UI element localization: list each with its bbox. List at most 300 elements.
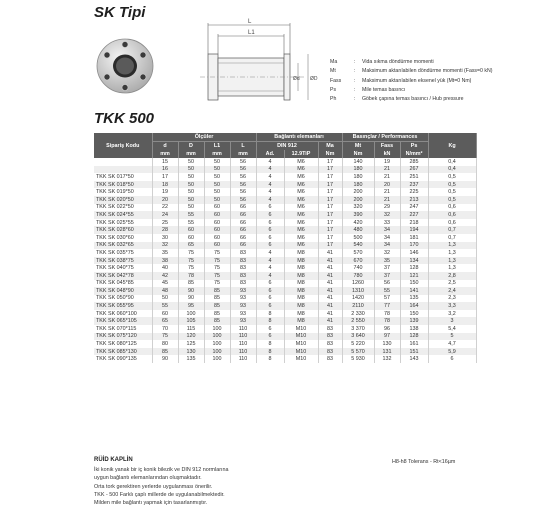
table-cell: 90 [178,287,204,295]
table-cell: M6 [284,234,318,242]
table-cell: 2,5 [428,280,476,288]
table-cell: 213 [400,196,428,204]
table-cell: 100 [204,325,230,333]
table-cell: 35 [152,249,178,257]
order-code-cell: TKK SK 042*78 [94,272,152,280]
table-row [94,302,476,310]
table-cell: 50 [204,181,230,189]
group-fasteners: Bağlantı elemanları [256,133,342,142]
order-code-cell: TKK SK 070*115 [94,325,152,333]
table-cell: 41 [318,272,342,280]
table-cell: 0,6 [428,204,476,212]
table-cell: 17 [318,242,342,250]
table-cell: 6 [256,280,284,288]
table-cell: 4 [256,196,284,204]
table-cell: 141 [400,287,428,295]
table-cell: 17 [318,211,342,219]
table-cell: 65 [178,242,204,250]
table-row [94,234,476,242]
table-cell: 3,2 [428,310,476,318]
table-header-units: mm mm mm mm Ad. 12.9TiP Nm Nm kN N/mm² [94,150,476,158]
order-code-cell: TKK SK 038*75 [94,257,152,265]
table-cell: 41 [318,287,342,295]
table-cell: 6 [256,295,284,303]
table-cell: 0,7 [428,234,476,242]
table-cell: 5 220 [342,340,374,348]
table-cell: 97 [374,333,400,341]
table-header-groups [94,133,476,142]
table-cell: 50 [178,166,204,174]
table-cell: M8 [284,249,318,257]
table-cell: M8 [284,264,318,272]
table-cell: 4 [256,166,284,174]
table-cell: 85 [204,295,230,303]
table-cell: 3 640 [342,333,374,341]
table-cell: 41 [318,264,342,272]
table-cell: 110 [230,340,256,348]
table-row [94,242,476,250]
table-cell: 78 [374,310,400,318]
table-cell: 5 570 [342,348,374,356]
table-cell: M10 [284,340,318,348]
table-cell: M6 [284,242,318,250]
table-cell: M8 [284,302,318,310]
table-cell: 17 [152,173,178,181]
order-code-cell: TKK SK 017*50 [94,173,152,181]
table-cell: 50 [178,188,204,196]
table-cell: 85 [204,310,230,318]
table-cell: 41 [318,310,342,318]
table-cell: 6 [256,204,284,212]
table-cell: 28 [152,226,178,234]
table-cell: 120 [178,333,204,341]
order-code-cell [94,158,152,166]
table-row [94,264,476,272]
table-cell: 180 [342,181,374,189]
table-cell: 50 [204,158,230,166]
table-cell: 55 [178,219,204,227]
table-cell: 6 [428,355,476,363]
table-cell: 78 [178,272,204,280]
legend-row: Fass : Maksimum aktarılabilen eksenel yük (Mt=0 Nm) [330,77,472,84]
table-cell: 41 [318,280,342,288]
group-performance: Basınçlar / Performances [342,133,428,142]
table-cell: 3 370 [342,325,374,333]
table-cell: 25 [152,219,178,227]
table-cell: 34 [374,226,400,234]
table-cell: 17 [318,166,342,174]
table-cell: 540 [342,242,374,250]
table-cell: 100 [204,333,230,341]
order-code-cell: TKK SK 020*50 [94,196,152,204]
table-cell: 110 [230,325,256,333]
order-code-cell: TKK SK 055*95 [94,302,152,310]
order-code-cell: TKK SK 048*90 [94,287,152,295]
table-cell: 1310 [342,287,374,295]
table-cell: 60 [204,211,230,219]
table-cell: 83 [318,355,342,363]
col-kg: Kg [428,133,476,158]
table-cell: 50 [178,173,204,181]
table-cell: 130 [178,348,204,356]
table-cell: 60 [204,234,230,242]
table-cell: 50 [178,204,204,212]
table-cell: 6 [256,211,284,219]
table-cell: 390 [342,211,374,219]
table-cell: 194 [400,226,428,234]
table-cell: 131 [374,348,400,356]
table-cell: 19 [374,158,400,166]
table-cell: 225 [400,188,428,196]
table-cell: 8 [256,310,284,318]
table-cell: 480 [342,226,374,234]
table-cell: 75 [204,264,230,272]
symbol-legend [330,58,492,104]
table-cell: 83 [230,257,256,265]
table-cell: 0,5 [428,188,476,196]
table-cell: 8 [256,317,284,325]
table-cell: 93 [230,317,256,325]
table-cell: 37 [374,272,400,280]
table-cell: 227 [400,211,428,219]
table-header-sub: d D L1 L DIN 912 Ma Mt Fass Ps [94,142,476,151]
order-code-cell: TKK SK 028*60 [94,226,152,234]
table-cell: 34 [374,234,400,242]
table-cell: 50 [204,166,230,174]
table-cell: 66 [230,226,256,234]
table-cell: M8 [284,317,318,325]
table-cell: 3,3 [428,302,476,310]
table-cell: 75 [204,280,230,288]
table-row [94,272,476,280]
table-cell: 17 [318,204,342,212]
table-row [94,181,476,189]
table-cell: 56 [230,173,256,181]
table-cell: 41 [318,302,342,310]
table-cell: 110 [230,348,256,356]
table-cell: 6 [256,333,284,341]
table-cell: 6 [256,234,284,242]
order-code-cell: TKK SK 022*50 [94,204,152,212]
table-cell: M6 [284,181,318,189]
order-code-cell: TKK SK 024*55 [94,211,152,219]
table-cell: 60 [204,219,230,227]
table-cell: 21 [374,173,400,181]
table-cell: M10 [284,348,318,356]
table-cell: 50 [204,188,230,196]
table-cell: 70 [152,325,178,333]
table-cell: 40 [152,264,178,272]
table-cell: M8 [284,287,318,295]
table-cell: 22 [152,204,178,212]
table-cell: 83 [230,264,256,272]
table-cell: 50 [178,196,204,204]
table-cell: 150 [400,280,428,288]
table-body [94,158,476,363]
table-cell: 95 [178,302,204,310]
table-cell: 30 [152,234,178,242]
table-cell: 55 [374,287,400,295]
table-cell: 5,9 [428,348,476,356]
table-cell: M6 [284,158,318,166]
table-cell: 125 [178,340,204,348]
table-cell: 17 [318,234,342,242]
table-cell: 83 [230,249,256,257]
table-cell: 0,5 [428,173,476,181]
table-cell: 1260 [342,280,374,288]
table-cell: 85 [204,287,230,295]
table-cell: 135 [400,295,428,303]
table-cell: 143 [400,355,428,363]
table-cell: 140 [342,158,374,166]
legend-row: Ph : Göbek çapına temas basıncı / Hub pressure [330,96,464,103]
table-row [94,196,476,204]
table-cell: 66 [230,204,256,212]
table-row [94,257,476,265]
table-cell: 8 [256,348,284,356]
table-row [94,158,476,166]
table-cell: 4 [256,272,284,280]
order-code-cell [94,166,152,174]
table-cell: 56 [230,158,256,166]
order-code-cell: TKK SK 032*65 [94,242,152,250]
table-cell: 60 [178,226,204,234]
order-code-cell: TKK SK 025*55 [94,219,152,227]
table-cell: 56 [230,196,256,204]
table-cell: 110 [230,355,256,363]
table-cell: 32 [374,249,400,257]
table-cell: 105 [178,317,204,325]
table-cell: 66 [230,234,256,242]
table-cell: 50 [204,196,230,204]
table-cell: 37 [374,264,400,272]
table-cell: M6 [284,173,318,181]
table-cell: 2110 [342,302,374,310]
table-cell: 16 [152,166,178,174]
table-cell: M6 [284,196,318,204]
table-cell: 90 [178,295,204,303]
table-cell: 56 [230,188,256,196]
table-cell: 150 [400,310,428,318]
table-cell: 85 [204,317,230,325]
table-cell: 110 [230,333,256,341]
table-cell: 21 [374,188,400,196]
table-cell: 5 930 [342,355,374,363]
table-cell: 77 [374,302,400,310]
group-dimensions: Ölçüler [152,133,256,142]
table-cell: 218 [400,219,428,227]
table-cell: 100 [204,340,230,348]
table-cell: M6 [284,211,318,219]
table-cell: 100 [178,310,204,318]
table-cell: 130 [374,340,400,348]
table-cell: 0,6 [428,219,476,227]
table-cell: 56 [374,280,400,288]
dimension-d-label: Ød [293,76,300,82]
table-cell: 2 330 [342,310,374,318]
table-cell: 55 [178,211,204,219]
table-cell: 2,3 [428,295,476,303]
table-cell: 164 [400,302,428,310]
table-cell: 42 [152,272,178,280]
table-cell: 66 [230,211,256,219]
table-cell: 20 [374,181,400,189]
order-code-cell: TKK SK 085*130 [94,348,152,356]
table-row [94,355,476,363]
table-cell: 237 [400,181,428,189]
table-cell: M10 [284,333,318,341]
table-cell: 4,7 [428,340,476,348]
table-cell: 35 [374,257,400,265]
table-cell: 139 [400,317,428,325]
table-cell: M8 [284,280,318,288]
table-row [94,287,476,295]
table-row [94,348,476,356]
table-cell: 134 [400,257,428,265]
table-cell: 180 [342,166,374,174]
table-cell: 56 [230,181,256,189]
table-cell: 4 [256,181,284,189]
table-cell: 2 550 [342,317,374,325]
table-cell: 161 [400,340,428,348]
table-cell: 146 [400,249,428,257]
table-cell: 75 [178,249,204,257]
table-cell: 0,4 [428,158,476,166]
order-code-cell: TKK SK 030*60 [94,234,152,242]
table-row [94,310,476,318]
spec-table [94,133,477,363]
table-cell: 50 [204,173,230,181]
table-cell: 0,5 [428,196,476,204]
table-row [94,166,476,174]
table-cell: 5,4 [428,325,476,333]
table-cell: 65 [152,317,178,325]
table-cell: M10 [284,325,318,333]
table-cell: 6 [256,302,284,310]
order-code-cell: TKK SK 018*50 [94,181,152,189]
table-cell: 1,3 [428,257,476,265]
table-cell: 170 [400,242,428,250]
table-cell: 83 [318,348,342,356]
table-cell: 93 [230,295,256,303]
table-cell: 57 [374,295,400,303]
table-cell: 17 [318,181,342,189]
table-cell: 56 [230,166,256,174]
table-cell: 267 [400,166,428,174]
table-title: TKK 500 [94,110,155,127]
table-cell: 66 [230,219,256,227]
table-cell: 17 [318,173,342,181]
table-cell: 32 [374,211,400,219]
table-cell: 20 [152,196,178,204]
product-image [94,34,156,96]
table-cell: 3 [428,317,476,325]
dimension-l-label: L [248,19,252,25]
table-cell: 8 [256,340,284,348]
order-code-cell: TKK SK 035*75 [94,249,152,257]
table-cell: 18 [152,181,178,189]
table-row [94,204,476,212]
table-cell: 17 [318,226,342,234]
table-cell: 83 [230,280,256,288]
table-cell: M8 [284,257,318,265]
table-cell: 0,6 [428,211,476,219]
col-order-code: Sipariş Kodu [94,133,152,158]
table-cell: 60 [152,310,178,318]
table-cell: 670 [342,257,374,265]
table-cell: 2,8 [428,272,476,280]
table-cell: 4 [256,173,284,181]
order-code-cell: TKK SK 075*120 [94,333,152,341]
table-cell: M6 [284,226,318,234]
table-cell: 6 [256,219,284,227]
table-cell: 100 [204,348,230,356]
order-code-cell: TKK SK 060*100 [94,310,152,318]
table-cell: 60 [178,234,204,242]
table-row [94,249,476,257]
table-cell: 83 [230,272,256,280]
legend-row: Ma : Vida sıkma döndürme momenti [330,59,434,65]
table-cell: 17 [318,219,342,227]
table-cell: M6 [284,166,318,174]
order-code-cell: TKK SK 040*75 [94,264,152,272]
table-cell: 93 [230,287,256,295]
table-cell: 50 [178,158,204,166]
table-cell: 4 [256,264,284,272]
table-row [94,333,476,341]
table-cell: 41 [318,257,342,265]
table-cell: 85 [204,302,230,310]
table-cell: 75 [204,272,230,280]
table-row [94,188,476,196]
table-cell: 38 [152,257,178,265]
table-cell: 90 [152,355,178,363]
table-cell: 4 [256,188,284,196]
table-cell: 21 [374,196,400,204]
table-cell: 60 [204,242,230,250]
table-cell: 75 [178,257,204,265]
table-cell: 21 [374,166,400,174]
table-cell: 85 [152,348,178,356]
table-cell: 285 [400,158,428,166]
table-cell: 17 [318,196,342,204]
table-cell: 41 [318,317,342,325]
order-code-cell: TKK SK 080*125 [94,340,152,348]
table-cell: 66 [230,242,256,250]
table-cell: 96 [374,325,400,333]
legend-row: Ps : Mile temas basıncı [330,86,406,93]
table-cell: 4 [256,249,284,257]
table-cell: 8 [256,355,284,363]
technical-drawing [180,18,320,112]
table-cell: 50 [178,181,204,189]
table-cell: 1420 [342,295,374,303]
table-cell: 6 [256,325,284,333]
table-cell: M6 [284,188,318,196]
dimension-l1-label: L1 [248,30,255,36]
table-cell: 151 [400,348,428,356]
table-cell: 32 [152,242,178,250]
table-cell: 0,5 [428,181,476,189]
footer-title: RÜİD KAPLİN [94,457,133,463]
table-cell: 19 [152,188,178,196]
table-cell: 181 [400,234,428,242]
table-cell: 75 [204,249,230,257]
legend-row: Mt : Maksimum aktarılabilen döndürme momenti (Fass=0 kN) [330,68,493,75]
table-cell: 121 [400,272,428,280]
table-row [94,211,476,219]
table-cell: 60 [204,204,230,212]
